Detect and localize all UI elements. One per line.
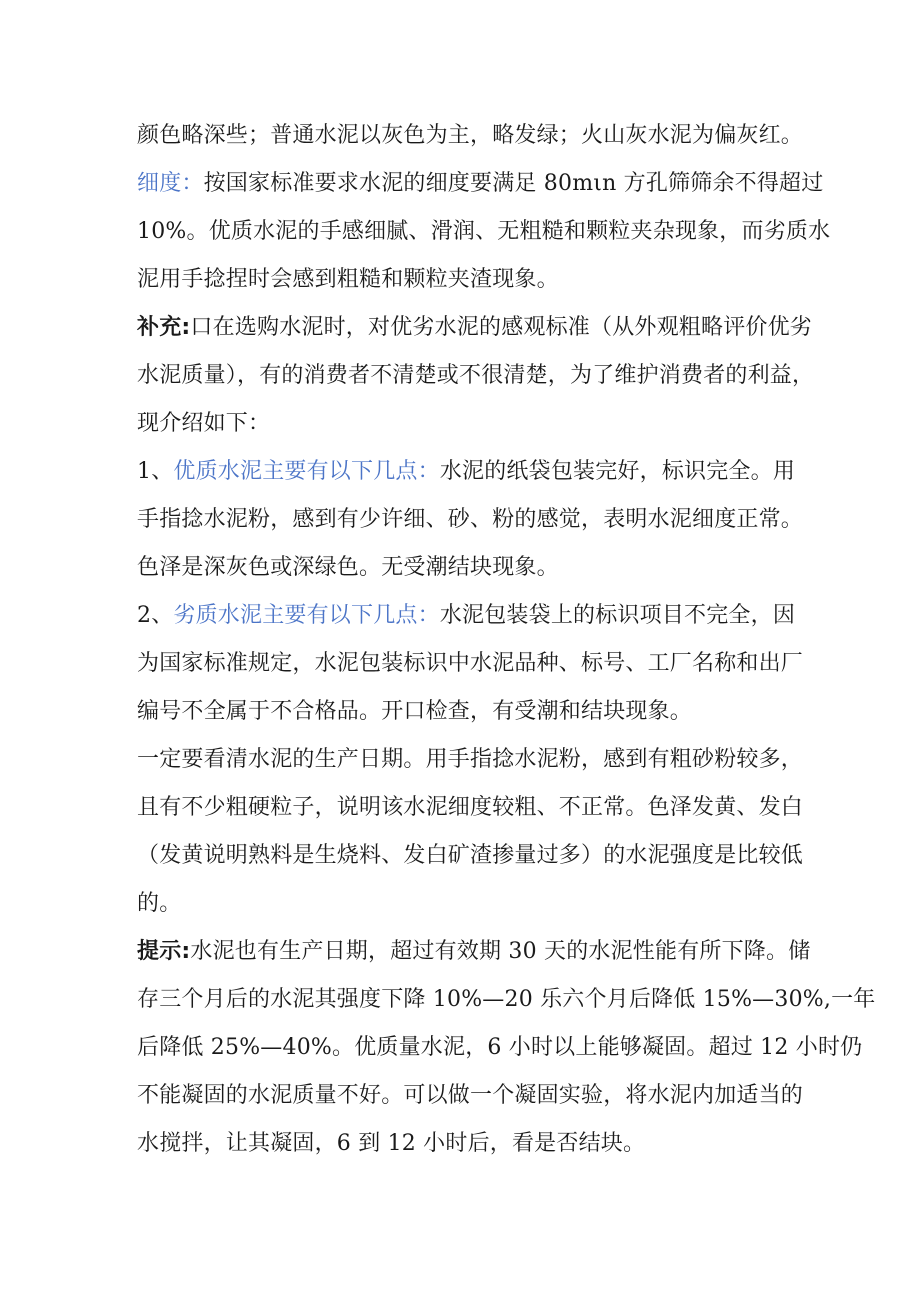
good-quality-text: 手指捻水泥粉，感到有少许细、砂、粉的感觉，表明水泥细度正常。 bbox=[137, 507, 804, 532]
supplement-label: 补充: bbox=[137, 315, 191, 340]
production-date-paragraph-line bbox=[137, 784, 807, 832]
tip-text: 后降低 25%—40%。优质量水泥，6 小时以上能够凝固。超过 12 小时仍 bbox=[137, 1035, 863, 1060]
bad-quality-paragraph-line bbox=[137, 640, 807, 688]
color-paragraph-line bbox=[137, 112, 807, 160]
supplement-text: 水泥质量），有的消费者不清楚或不很清楚，为了维护消费者的利益， bbox=[137, 363, 815, 388]
fineness-text: 按国家标准要求水泥的细度要满足 80mιn 方孔筛筛余不得超过 bbox=[203, 171, 824, 196]
good-quality-label: 优质水泥主要有以下几点： bbox=[173, 459, 440, 484]
production-date-text: 的。 bbox=[137, 891, 182, 916]
document-body bbox=[137, 112, 876, 1168]
bad-quality-label: 劣质水泥主要有以下几点： bbox=[173, 603, 440, 628]
tip-text: 水泥也有生产日期，超过有效期 30 天的水泥性能有所下降。储 bbox=[190, 939, 811, 964]
supplement-paragraph-line bbox=[137, 304, 813, 352]
tip-paragraph-line bbox=[137, 1072, 807, 1120]
fineness-text: 10%。优质水泥的手感细腻、滑润、无粗糙和颗粒夹杂现象，而劣质水 bbox=[137, 219, 831, 244]
fineness-paragraph-line bbox=[137, 160, 824, 208]
production-date-text: 且有不少粗硬粒子，说明该水泥细度较粗、不正常。色泽发黄、发白 bbox=[137, 795, 804, 820]
fineness-paragraph-line bbox=[137, 256, 807, 304]
production-date-text: 一定要看清水泥的生产日期。用手指捻水泥粉，感到有粗砂粉较多， bbox=[137, 747, 804, 772]
tip-text: 水搅拌，让其凝固，6 到 12 小时后，看是否结块。 bbox=[137, 1131, 646, 1156]
good-quality-paragraph-line bbox=[137, 496, 807, 544]
tip-paragraph-line bbox=[137, 1024, 863, 1072]
bad-quality-number: 2、 bbox=[137, 603, 174, 628]
bad-quality-text: 为国家标准规定，水泥包装标识中水泥品种、标号、工厂名称和出厂 bbox=[137, 651, 804, 676]
color-text: 颜色略深些；普通水泥以灰色为主，略发绿；火山灰水泥为偏灰红。 bbox=[137, 123, 804, 148]
tip-paragraph-line bbox=[137, 976, 876, 1024]
good-quality-text: 色泽是深灰色或深绿色。无受潮结块现象。 bbox=[137, 555, 559, 580]
tip-label: 提示: bbox=[137, 939, 191, 964]
supplement-paragraph-line bbox=[137, 352, 815, 400]
good-quality-text: 水泥的纸袋包装完好，标识完全。用 bbox=[439, 459, 796, 484]
bad-quality-text: 水泥包装袋上的标识项目不完全，因 bbox=[439, 603, 796, 628]
bad-quality-paragraph-line bbox=[137, 688, 807, 736]
bad-quality-text: 编号不全属于不合格品。开口检查，有受潮和结块现象。 bbox=[137, 699, 693, 724]
good-quality-paragraph-line bbox=[137, 544, 807, 592]
supplement-text: 现介绍如下： bbox=[137, 411, 271, 436]
supplement-paragraph-line bbox=[137, 400, 807, 448]
tip-text: 不能凝固的水泥质量不好。可以做一个凝固实验，将水泥内加适当的 bbox=[137, 1083, 804, 1108]
bad-quality-paragraph-line bbox=[137, 592, 807, 640]
tip-paragraph-line bbox=[137, 1120, 807, 1168]
production-date-paragraph-line bbox=[137, 736, 807, 784]
production-date-text: （发黄说明熟料是生烧料、发白矿渣掺量过多）的水泥强度是比较低 bbox=[137, 843, 804, 868]
fineness-label: 细度： bbox=[137, 171, 204, 196]
good-quality-paragraph-line bbox=[137, 448, 807, 496]
fineness-text: 泥用手捻捏时会感到粗糙和颗粒夹渣现象。 bbox=[137, 267, 559, 292]
tip-text: 存三个月后的水泥其强度下降 10%—20 乐六个月后降低 15%—30%,一年 bbox=[137, 987, 876, 1012]
production-date-paragraph-line bbox=[137, 880, 807, 928]
production-date-paragraph-line bbox=[137, 832, 807, 880]
supplement-text: 口在选购水泥时，对优劣水泥的感观标准（从外观粗略评价优劣 bbox=[190, 315, 813, 340]
fineness-paragraph-line bbox=[137, 208, 831, 256]
tip-paragraph-line bbox=[137, 928, 811, 976]
good-quality-number: 1、 bbox=[137, 459, 174, 484]
